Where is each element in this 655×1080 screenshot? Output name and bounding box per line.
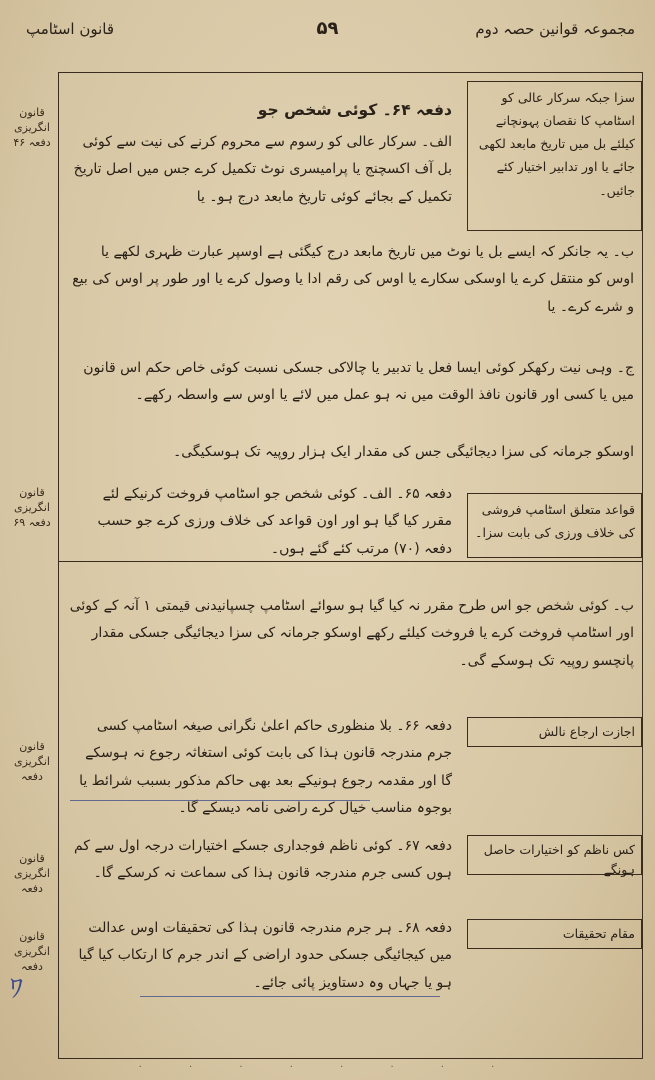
section-64-clause-b: ب۔ یہ جانکر کہ ایسے بل یا نوٹ میں تاریخ مابعد درج کیگئی ہے اوسپر عبارت ظہری لکھے یا اوس کو منتقل کرے یا اوسکی سکارے یا اوس کی رقم ادا یا وصول کرے یا اور طور پر اوس کی بیع و شرے کرے۔ یا [72, 244, 634, 315]
section-68: دفعہ ۶۸۔ ہر جرم مندرجہ قانون ہذا کی تحقیقات اوس عدالت میں کیجائیگی جسکی حدود اراضی کے اندر جرم کا ارتکاب کیا گیا ہو یا جہاں وہ دستاویز پائی جائے۔ [78, 920, 452, 991]
text-frame [58, 72, 643, 1059]
page-dots: . . . . . . . . [138, 1059, 517, 1070]
margin-note-5: قانون انگریزی دفعہ [13, 930, 50, 973]
section-65-clause-b: ب۔ کوئی شخص جو اس طرح مقرر نہ کیا گیا ہو سوائے اسٹامپ چسپانیدنی قیمتی ۱ آنہ کے کوئی اور اسٹامپ فروخت کرے یا فروخت کیلئے رکھے اوسکو جرمانہ کی سزا دیجائیگی جسکی مقدار پانچسو روپیہ تک ہوسکے گی۔ [69, 598, 634, 669]
margin-note-1: قانون انگریزی دفعہ ۴۶ [13, 106, 51, 149]
margin-note-4: قانون انگریزی دفعہ [13, 852, 50, 895]
page-number: ۵۹ [316, 18, 339, 39]
margin-note-2: قانون انگریزی دفعہ ۶۹ [13, 486, 51, 529]
section-64-clause-c: ج۔ وہی نیت رکھکر کوئی ایسا فعل یا تدبیر یا چالاکی جسکی نسبت کوئی خاص حکم اس قانون میں یا کسی اور قانون نافذ الوقت میں نہ ہو عمل میں لائے یا اوس سے واسطہ رکھے۔ [83, 360, 634, 404]
section-64-penalty: اوسکو جرمانہ کی سزا دیجائیگی جس کی مقدار ایک ہزار روپیہ تک ہوسکیگی۔ [173, 444, 634, 460]
side-note-penalty: سزا جبکہ سرکار عالی کو اسٹامپ کا نقصان پہونچانے کیلئے بل میں تاریخ مابعد لکھی جائے یا اور تدابیر اختیار کئے جائیں۔ [467, 81, 642, 231]
page-header [20, 14, 635, 50]
side-note-place: مقام تحقیقات [467, 919, 642, 949]
section-64-heading: دفعہ ۶۴۔ کوئی شخص جو [257, 101, 452, 119]
ink-underline [140, 996, 440, 997]
section-67: دفعہ ۶۷۔ کوئی ناظم فوجداری جسکے اختیارات درجہ اول سے کم ہوں کسی جرم مندرجہ قانون ہذا کی سماعت نہ کرسکے گا۔ [73, 838, 452, 882]
side-note-stamp-sale: قواعد متعلق اسٹامپ فروشی کی خلاف ورزی کی بابت سزا۔ [467, 493, 642, 558]
section-65-clause-a: دفعہ ۶۵۔ الف۔ کوئی شخص جو اسٹامپ فروخت کرنیکے لئے مقرر کیا گیا ہو اور اون قواعد کی خلاف ورزی کرے جو حسب دفعہ (۷۰) مرتب کئے گئے ہوں۔ [97, 486, 452, 557]
section-66: دفعہ ۶۶۔ بلا منظوری حاکم اعلیٰ نگرانی صیغہ اسٹامپ کسی جرم مندرجہ قانون ہذا کی بابت کوئی استغاثہ رجوع نہ ہوسکے گا اور مقدمہ رجوع ہونیکے بعد بھی حاکم مذکور بسبب شرائط یا بوجوہ مناسب خیال کرے راضی نامہ دیسکے گا۔ [79, 718, 452, 816]
section-64-clause-a: الف۔ سرکار عالی کو رسوم سے محروم کرنے کی نیت سے کوئی بل آف اکسچنج یا پرامیسری نوٹ تکمیل کرے جس میں اصل تاریخ تکمیل کے بجائے کوئی تاریخ مابعد درج ہو۔ یا [73, 134, 452, 205]
side-note-prosecution: اجازت ارجاع نالش [467, 717, 642, 747]
chapter-title: قانون اسٹامپ [26, 20, 115, 38]
side-note-magistrate: کس ناظم کو اختیارات حاصل ہونگے [467, 835, 642, 875]
ink-scribble: ﾜ [10, 974, 24, 1004]
ink-underline [70, 800, 370, 801]
book-title: مجموعہ قوانین حصہ دوم [475, 20, 635, 38]
margin-note-3: قانون انگریزی دفعہ [13, 740, 50, 783]
